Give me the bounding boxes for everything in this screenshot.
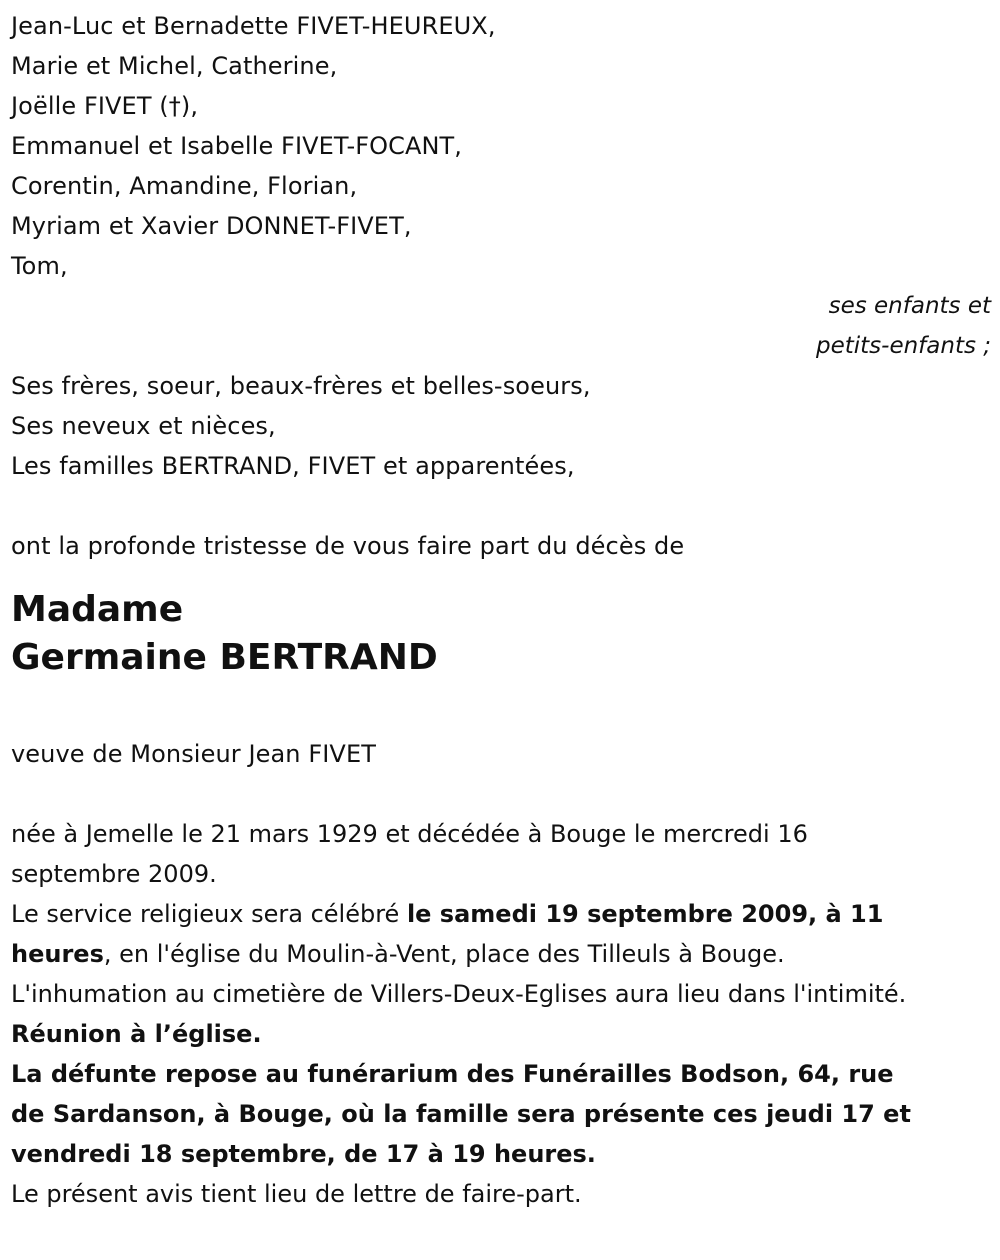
notice-content bbox=[11, 6, 991, 1214]
family-list bbox=[11, 6, 991, 286]
relatives-line: Les familles BERTRAND, FIVET et apparentées, bbox=[11, 452, 575, 480]
service-where: , en l'église du Moulin-à-Vent, place des Tilleuls à Bouge. bbox=[103, 940, 785, 968]
deceased-name: Germaine BERTRAND bbox=[11, 637, 438, 678]
spacer bbox=[11, 774, 991, 814]
spacer bbox=[11, 486, 991, 526]
family-line: Joëlle FIVET (†), bbox=[11, 92, 199, 120]
family-line: Tom, bbox=[11, 252, 68, 280]
spacer bbox=[11, 682, 991, 734]
other-relatives bbox=[11, 366, 991, 486]
relation-line: petits-enfants ; bbox=[815, 333, 991, 359]
family-line: Jean-Luc et Bernadette FIVET-HEUREUX, bbox=[11, 12, 496, 40]
announcement-text: ont la profonde tristesse de vous faire part du décès de bbox=[11, 532, 685, 560]
relatives-line: Ses neveux et nièces, bbox=[11, 412, 276, 440]
birth-death-text: née à Jemelle le 21 mars 1929 et décédée à Bouge le mercredi 16 septembre 2009. bbox=[11, 820, 808, 888]
service-when: le samedi 19 septembre 2009, à 11 heures bbox=[11, 900, 884, 968]
widow-of-text: veuve de Monsieur Jean FIVET bbox=[11, 740, 376, 768]
closing-text: Le présent avis tient lieu de lettre de faire-part. bbox=[11, 1180, 582, 1208]
family-line: Emmanuel et Isabelle FIVET-FOCANT, bbox=[11, 132, 463, 160]
family-line: Myriam et Xavier DONNET-FIVET, bbox=[11, 212, 412, 240]
family-line: Corentin, Amandine, Florian, bbox=[11, 172, 358, 200]
viewing-text: La défunte repose au funérarium des Funérailles Bodson, 64, rue de Sardanson, à Bouge, où la famille sera présente ces jeudi 17 et vendredi 18 septembre, de 17 à 19 heures. bbox=[11, 1060, 911, 1168]
spacer bbox=[11, 566, 991, 586]
relation-line: ses enfants et bbox=[828, 293, 991, 319]
relatives-line: Ses frères, soeur, beaux-frères et belles-soeurs, bbox=[11, 372, 591, 400]
burial-text: L'inhumation au cimetière de Villers-Deux-Eglises aura lieu dans l'intimité. bbox=[11, 980, 907, 1008]
deceased-title: Madame bbox=[11, 589, 184, 630]
service-text bbox=[11, 894, 911, 974]
service-prefix: Le service religieux sera célébré bbox=[11, 900, 407, 928]
family-line: Marie et Michel, Catherine, bbox=[11, 52, 338, 80]
meeting-text: Réunion à l’église. bbox=[11, 1020, 262, 1048]
